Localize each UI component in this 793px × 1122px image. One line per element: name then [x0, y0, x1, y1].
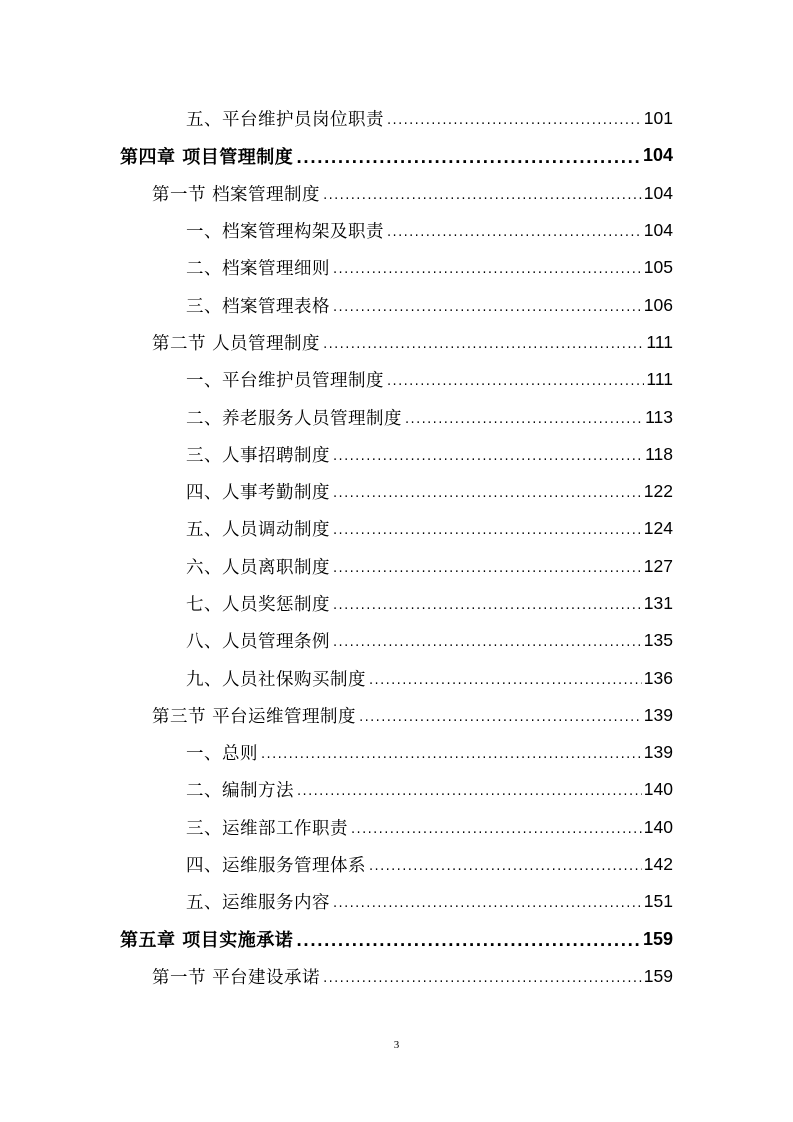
toc-leader-dots	[333, 896, 642, 911]
toc-entry-label: 第一节 平台建设承诺	[152, 967, 321, 988]
toc-entry-label: 二、编制方法	[186, 781, 294, 802]
toc-leader-dots	[351, 822, 642, 837]
toc-entry[interactable]	[0, 324, 793, 361]
toc-entry-page: 105	[643, 257, 673, 278]
toc-leader-dots	[296, 149, 641, 167]
toc-leader-dots	[387, 374, 644, 389]
toc-leader-dots	[323, 971, 642, 986]
toc-leader-dots	[387, 113, 642, 128]
toc-entry-page: 122	[643, 481, 673, 502]
toc-leader-dots	[323, 337, 644, 352]
toc-entry[interactable]	[0, 286, 793, 323]
toc-leader-dots	[333, 300, 642, 315]
toc-entry-label: 八、人员管理条例	[186, 632, 330, 653]
toc-entry-page: 111	[646, 331, 673, 352]
toc-entry-label: 二、档案管理细则	[186, 259, 330, 280]
toc-entry[interactable]	[0, 771, 793, 808]
toc-entry-label: 五、人员调动制度	[186, 520, 330, 541]
toc-leader-dots	[296, 932, 641, 950]
toc-entry[interactable]	[0, 100, 793, 137]
page-number: 3	[393, 1039, 400, 1051]
toc-entry[interactable]	[0, 137, 793, 174]
toc-entry-page: 104	[643, 182, 673, 203]
toc-entry-page: 142	[643, 854, 673, 875]
toc-entry-page: 111	[646, 369, 673, 390]
toc-entry-label: 三、档案管理表格	[186, 296, 330, 317]
toc-entry-label: 九、人员社保购买制度	[186, 669, 366, 690]
toc-leader-dots	[405, 412, 643, 427]
toc-entry-page: 124	[643, 518, 673, 539]
toc-entry-label: 三、运维部工作职责	[186, 818, 348, 839]
toc-entry-label: 七、人员奖惩制度	[186, 595, 330, 615]
toc-entry[interactable]	[0, 175, 793, 212]
toc-entry[interactable]	[0, 361, 793, 398]
toc-entry-page: 127	[643, 555, 673, 576]
toc-entry-label: 第五章 项目实施承诺	[120, 930, 294, 952]
toc-entry[interactable]	[0, 659, 793, 696]
toc-leader-dots	[297, 784, 642, 799]
toc-entry-label: 五、运维服务内容	[186, 893, 330, 914]
toc-entry[interactable]	[0, 436, 793, 473]
toc-entry-page: 106	[643, 294, 673, 315]
toc-entry[interactable]	[0, 398, 793, 435]
toc-entry-page: 135	[643, 630, 673, 651]
toc-entry-page: 159	[643, 965, 673, 986]
toc-entry-page: 104	[642, 145, 673, 166]
toc-entry-label: 一、平台维护员管理制度	[186, 371, 384, 392]
toc-leader-dots	[323, 188, 642, 203]
toc-leader-dots	[333, 523, 642, 538]
toc-entry-label: 一、档案管理构架及职责	[186, 222, 384, 243]
toc-entry-label: 二、养老服务人员管理制度	[186, 408, 402, 429]
toc-entry[interactable]	[0, 510, 793, 547]
table-of-contents	[0, 100, 793, 995]
toc-entry-page: 136	[643, 667, 673, 688]
toc-entry-page: 140	[643, 779, 673, 800]
toc-entry-page: 131	[643, 593, 673, 613]
toc-entry-label: 第四章 项目管理制度	[120, 146, 294, 168]
toc-entry[interactable]	[0, 548, 793, 585]
toc-entry[interactable]	[0, 846, 793, 883]
toc-entry[interactable]	[0, 622, 793, 659]
toc-leader-dots	[261, 747, 642, 762]
toc-entry-page: 139	[643, 704, 673, 725]
toc-entry-page: 159	[642, 928, 673, 949]
toc-entry-page: 118	[645, 443, 673, 464]
toc-leader-dots	[333, 598, 642, 613]
toc-leader-dots	[333, 262, 642, 277]
toc-leader-dots	[333, 486, 642, 501]
toc-leader-dots	[369, 673, 642, 688]
toc-entry[interactable]	[0, 958, 793, 995]
toc-entry-page: 104	[643, 220, 673, 241]
toc-entry[interactable]	[0, 883, 793, 920]
toc-entry[interactable]	[0, 473, 793, 510]
toc-leader-dots	[387, 225, 642, 240]
toc-entry[interactable]	[0, 809, 793, 846]
toc-entry-label: 四、运维服务管理体系	[186, 856, 366, 877]
toc-entry[interactable]	[0, 249, 793, 286]
toc-entry[interactable]	[0, 921, 793, 958]
toc-leader-dots	[333, 635, 642, 650]
toc-entry-label: 六、人员离职制度	[186, 557, 330, 578]
toc-entry-label: 一、总则	[186, 744, 258, 765]
toc-entry-label: 第三节 平台运维管理制度	[152, 706, 357, 727]
toc-leader-dots	[333, 561, 642, 576]
toc-entry-page: 139	[643, 742, 673, 763]
toc-entry-label: 第一节 档案管理制度	[152, 184, 321, 205]
toc-entry[interactable]	[0, 585, 793, 622]
toc-entry-page: 101	[643, 108, 673, 129]
toc-entry-label: 三、人事招聘制度	[186, 445, 330, 466]
toc-entry-label: 第二节 人员管理制度	[152, 333, 321, 354]
toc-leader-dots	[333, 449, 643, 464]
toc-entry[interactable]	[0, 697, 793, 734]
toc-entry-label: 五、平台维护员岗位职责	[186, 110, 384, 131]
toc-entry-page: 140	[643, 816, 673, 837]
toc-leader-dots	[359, 710, 642, 725]
toc-entry-page: 113	[645, 406, 673, 427]
toc-leader-dots	[369, 859, 642, 874]
toc-entry-label: 四、人事考勤制度	[186, 483, 330, 504]
toc-entry[interactable]	[0, 734, 793, 771]
toc-entry[interactable]	[0, 212, 793, 249]
toc-entry-page: 151	[643, 891, 673, 912]
